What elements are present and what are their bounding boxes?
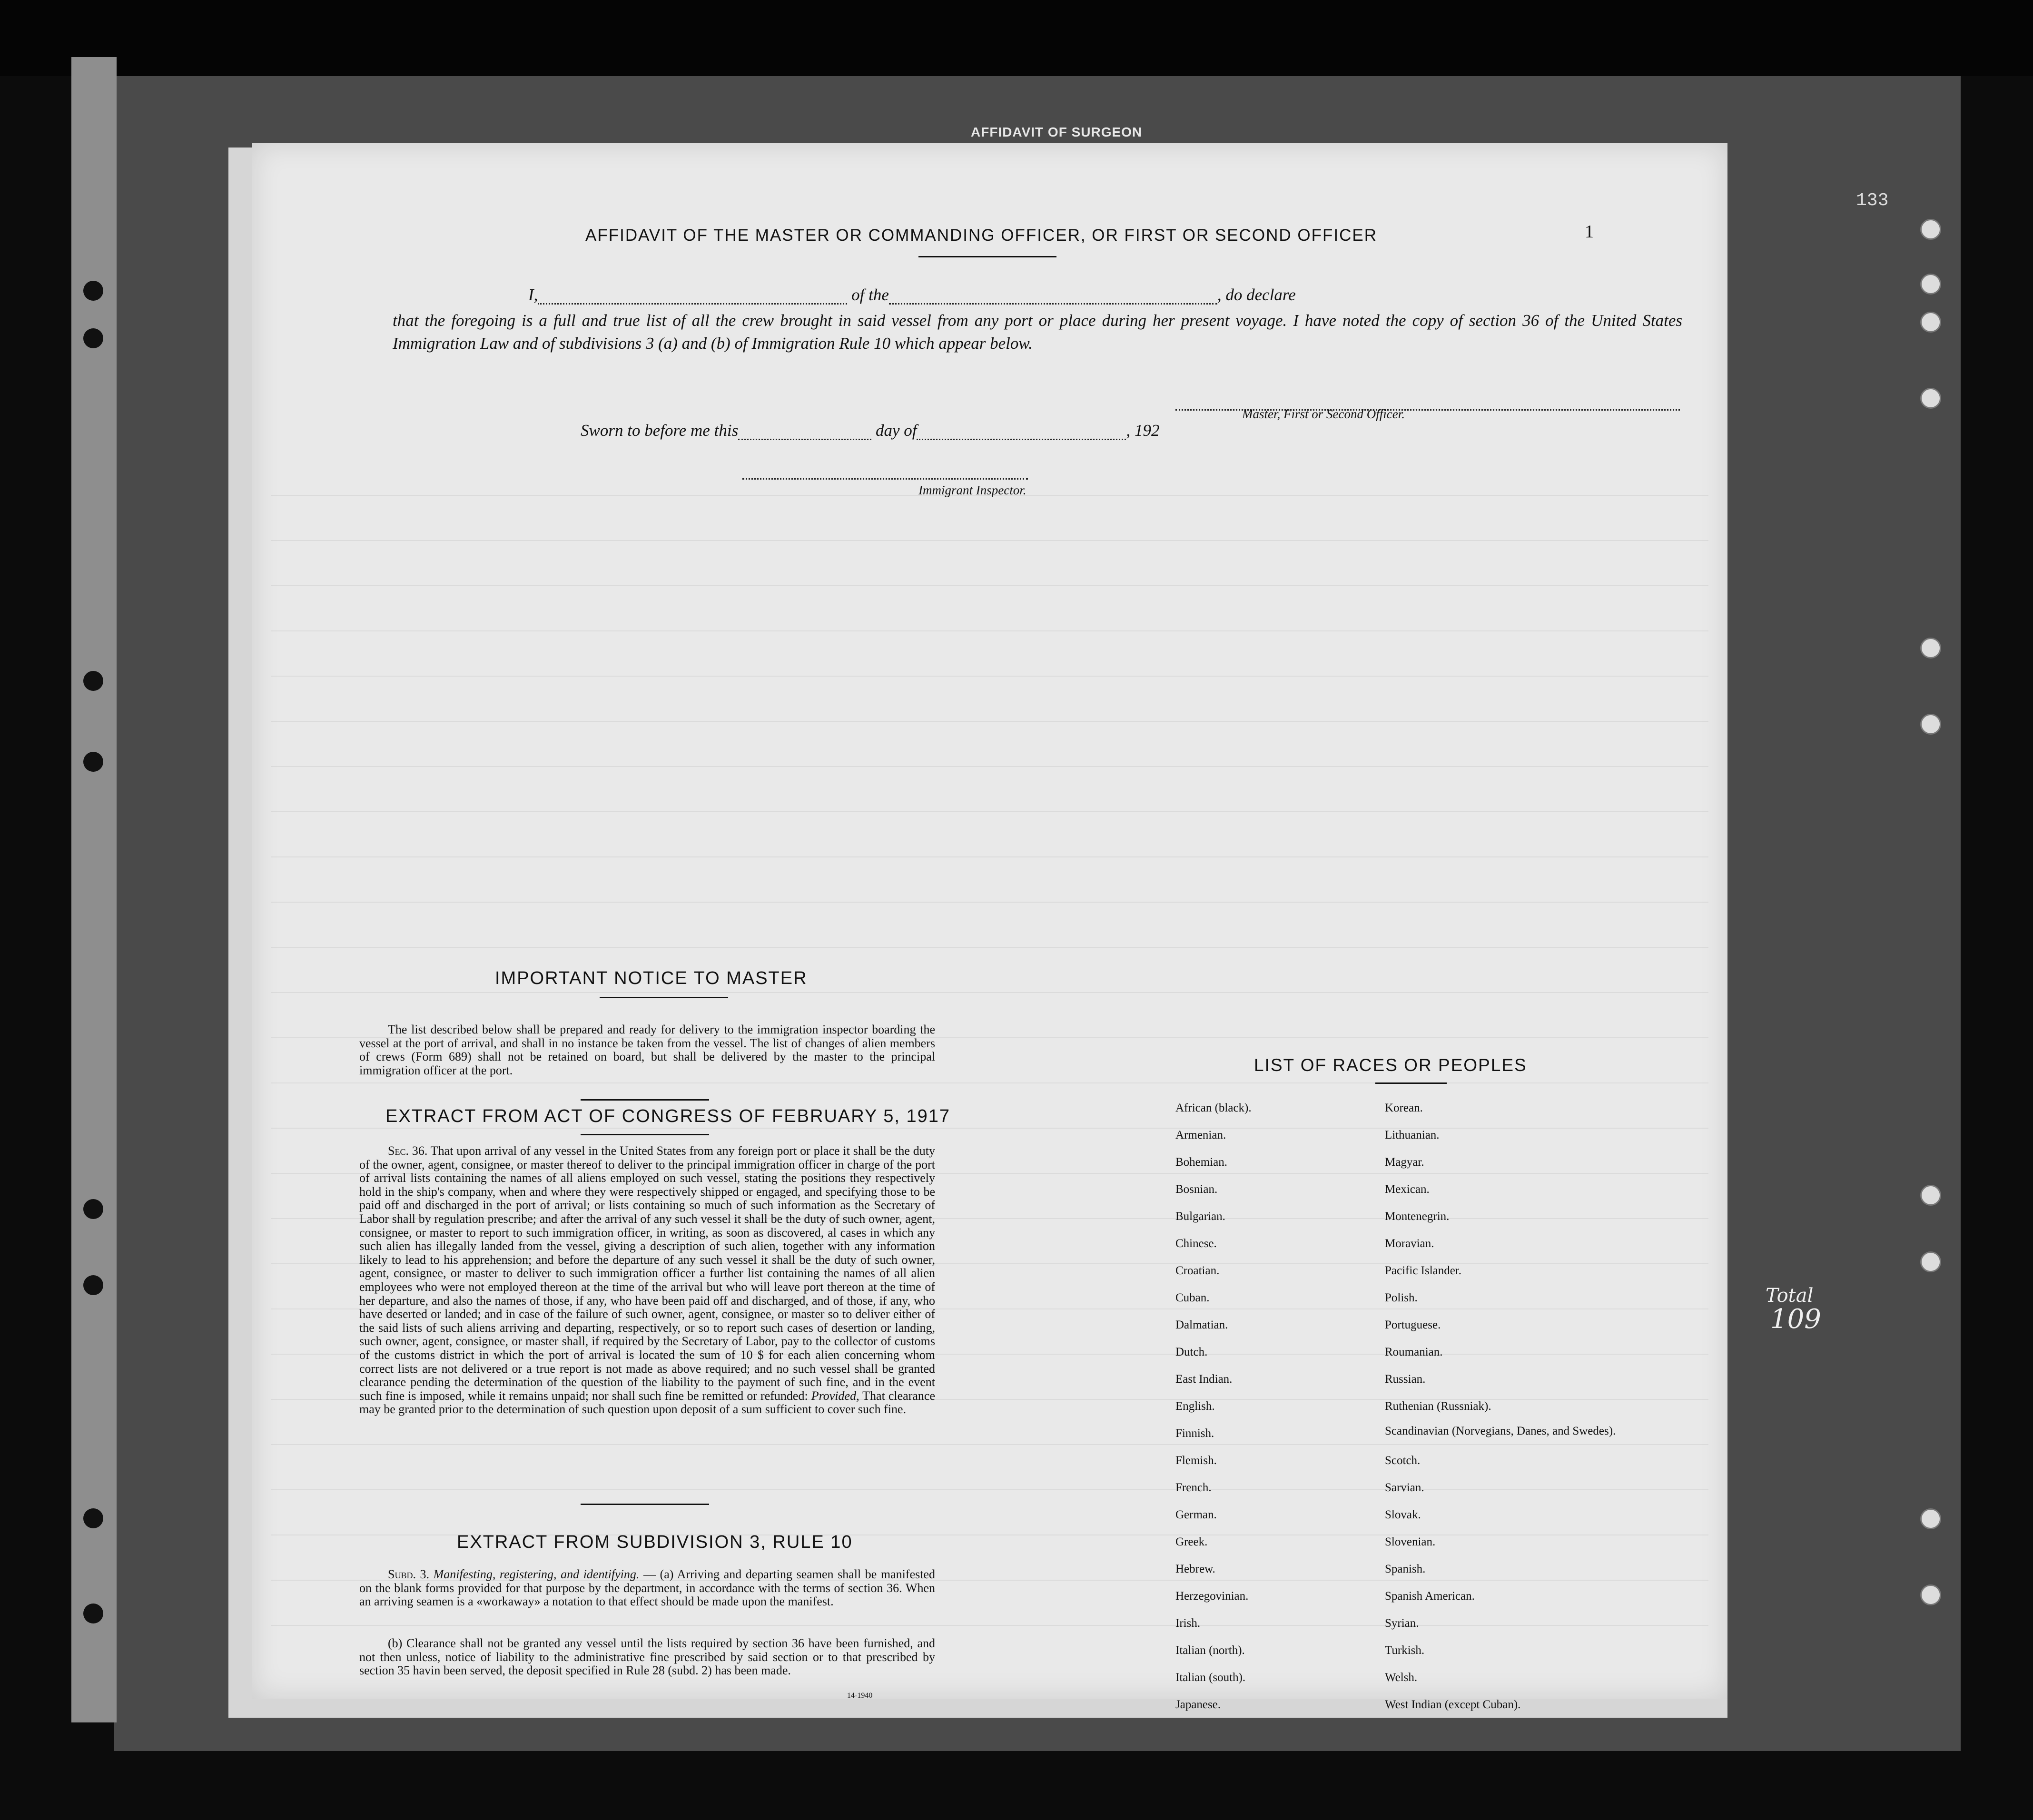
do-declare-label: , do declare xyxy=(1217,285,1296,304)
title-rule xyxy=(918,256,1056,257)
race-item: Russian. xyxy=(1385,1373,1426,1386)
race-item: Sarvian. xyxy=(1385,1481,1424,1494)
punch-hole xyxy=(1920,1185,1941,1206)
vessel-name-field[interactable] xyxy=(889,303,1217,305)
inspector-label: Immigrant Inspector. xyxy=(918,483,1026,497)
bleed-row xyxy=(271,811,1708,812)
race-item: Flemish. xyxy=(1175,1454,1217,1467)
race-item: Cuban. xyxy=(1175,1291,1210,1304)
declarant-prefix: I, xyxy=(528,285,538,304)
race-item: Scandinavian (Norvegians, Danes, and Swedes). xyxy=(1385,1425,1616,1437)
race-item: Spanish. xyxy=(1385,1563,1426,1575)
race-item: Spanish American. xyxy=(1385,1590,1475,1603)
punch-hole xyxy=(1920,1251,1941,1272)
bleed-row xyxy=(271,540,1708,541)
punch-hole xyxy=(1920,1584,1941,1605)
sworn-prefix: Sworn to before me this xyxy=(581,421,739,440)
race-item: Slovenian. xyxy=(1385,1535,1436,1548)
race-item: German. xyxy=(1175,1508,1217,1521)
race-item: Ruthenian (Russniak). xyxy=(1385,1400,1491,1413)
declaration-body: that the foregoing is a full and true list of all the crew brought in said vessel from any port or place during her present voyage. I have noted the copy of section 36 of the United States Immigration Law and of subdivisions 3 (a) and (b) of Immigration Rule 10 which appear below. xyxy=(393,311,1682,353)
race-item: Irish. xyxy=(1175,1617,1201,1630)
notice-rule xyxy=(600,997,728,998)
bleed-row xyxy=(271,766,1708,767)
punch-hole xyxy=(1920,714,1941,735)
race-item: Korean. xyxy=(1385,1102,1423,1114)
act-proviso-word: Provided, xyxy=(811,1388,859,1403)
rule-title: EXTRACT FROM SUBDIVISION 3, RULE 10 xyxy=(457,1532,853,1552)
binding-hole xyxy=(83,671,103,691)
rule-para-b: (b) Clearance shall not be granted any vessel until the lists required by section 36 have been furnished, and not then unless, notice of liability to the administrative fine prescribed by said section or to that prescribed by section 35 havin been served, the deposit specified in Rule 28 (subd. 2) has been made. xyxy=(359,1636,935,1678)
act-title: EXTRACT FROM ACT OF CONGRESS OF FEBRUARY 5, 1917 xyxy=(385,1106,950,1126)
race-item: Finnish. xyxy=(1175,1427,1214,1440)
rule-subd-heading: Manifesting, registering, and identifying. xyxy=(433,1567,640,1581)
race-item: Italian (south). xyxy=(1175,1671,1246,1684)
race-item: Bulgarian. xyxy=(1175,1210,1225,1223)
notice-body: The list described below shall be prepared and ready for delivery to the immigration inspector boarding the vessel at the port of arrival, and shall in no instance be taken from the vessel. The list of changes of alien members of crews (Form 689) shall not be retained on board, but shall be delivered by the master to the principal immigration officer at the port. xyxy=(359,1023,935,1077)
margin-total-label: Total xyxy=(1766,1285,1814,1307)
race-item: Armenian. xyxy=(1175,1129,1226,1141)
punch-hole xyxy=(1920,1508,1941,1529)
film-border xyxy=(0,0,2033,76)
sworn-day-label: day of xyxy=(875,421,917,440)
binding-hole xyxy=(83,1604,103,1623)
race-item: Portuguese. xyxy=(1385,1318,1441,1331)
race-item: Turkish. xyxy=(1385,1644,1425,1657)
rule-para-a xyxy=(359,1568,935,1609)
race-item: Pacific Islander. xyxy=(1385,1264,1462,1277)
affidavit-sheet xyxy=(252,143,1727,1711)
of-the-label: of the xyxy=(851,285,889,304)
rule-para-a-text: — (a) Arriving and departing seamen shall be manifested on the blank forms provided for that purpose by the department, in accordance with the terms of section 36. When an arriving seamen is a «workaway» a notation to that effect should be made upon the manifest. xyxy=(359,1567,935,1609)
bleed-row xyxy=(271,856,1708,857)
race-item: Polish. xyxy=(1385,1291,1418,1304)
binding-hole xyxy=(83,281,103,301)
race-item: Italian (north). xyxy=(1175,1644,1245,1657)
bleed-row xyxy=(271,721,1708,722)
race-item: Moravian. xyxy=(1385,1237,1434,1250)
sworn-line xyxy=(581,421,1159,440)
rule-subd-label: Subd. 3. xyxy=(388,1567,430,1581)
races-left-column xyxy=(1175,1094,1404,1718)
binding-hole xyxy=(83,1275,103,1295)
race-item: Lithuanian. xyxy=(1385,1129,1440,1141)
bleed-row xyxy=(271,992,1708,993)
act-body xyxy=(359,1144,935,1417)
race-item: African (black). xyxy=(1175,1102,1252,1114)
race-item: Bohemian. xyxy=(1175,1156,1228,1169)
act-section-text: That upon arrival of any vessel in the United States from any foreign port or place it shall be the duty of the owner, agent, consignee, or master thereof to deliver to the principal immigration officer in charge of the port of arrival lists containing the names of all aliens employed on such vessel, stating the positions they respectively hold in the ship's company, when and where they were respectively shipped or engaged, and specifying those to be paid off and discharged in the port of arrival; or lists containing so much of such information as the Secretary of Labor shall by regulation prescribe; and after the arrival of any such vessel it shall be the duty of such owner, agent, consignee, or master to report to such immigration officer, in writing, as soon as discovered, al cases in which any such alien has illegally landed from the vessel, giving a description of such alien, together with any information likely to lead to his apprehension; and before the departure of any such vessel it shall be the duty of such owner, agent, consignee, or master to deliver to such immigration officer a further list containing the names of all alien employees who were not employed thereon at the time of the arrival but who will leave port thereon at the time of her departure, and also the names of those, if any, who have been paid off and discharged, and of those, if any, who have deserted or landed; and in case of the failure of such owner, agent, consignee, or master so to deliver either of the said lists of such aliens arriving and departing, respectively, or so to report such cases of desertion or landing, such owner, agent, consignee, or master shall, if required by the Secretary of Labor, pay to the collector of customs of the customs district in which the port of arrival is located the sum of 10 $ for each alien concerning whom correct lists are not delivered or a true report is not made as above required; and no such vessel shall be granted clearance pending the determination of the question of the liability to the payment of such fine, and in the event such fine is imposed, while it remains unpaid; nor shall such fine be remitted or refunded: xyxy=(359,1144,936,1403)
page-number: 1 xyxy=(1585,222,1594,242)
affidavit-title: AFFIDAVIT OF THE MASTER OR COMMANDING OFFICER, OR FIRST OR SECOND OFFICER xyxy=(585,226,1378,245)
bleed-row xyxy=(271,1082,1708,1083)
margin-total-value: 109 xyxy=(1770,1304,1821,1335)
race-item: Herzegovinian. xyxy=(1175,1590,1249,1603)
binding-hole xyxy=(83,1508,103,1528)
notice-title: IMPORTANT NOTICE TO MASTER xyxy=(495,968,808,988)
race-item: French. xyxy=(1175,1481,1212,1494)
declaration-line xyxy=(528,285,1680,305)
race-item: Hebrew. xyxy=(1175,1563,1215,1575)
bleed-row xyxy=(271,947,1708,948)
race-item: English. xyxy=(1175,1400,1215,1413)
punch-hole xyxy=(1920,274,1941,295)
race-item: Dalmatian. xyxy=(1175,1318,1228,1331)
bleed-row xyxy=(271,676,1708,677)
sworn-day-field[interactable] xyxy=(738,439,871,440)
race-item: Dutch. xyxy=(1175,1346,1208,1358)
race-item: Chinese. xyxy=(1175,1237,1217,1250)
race-item: Welsh. xyxy=(1385,1671,1418,1684)
declarant-name-field[interactable] xyxy=(538,303,847,305)
race-item: Montenegrin. xyxy=(1385,1210,1450,1223)
race-item: Slovak. xyxy=(1385,1508,1421,1521)
race-item: Scotch. xyxy=(1385,1454,1421,1467)
races-title: LIST OF RACES OR PEOPLES xyxy=(1254,1055,1527,1075)
surgeon-affidavit-header: AFFIDAVIT OF SURGEON xyxy=(971,125,1143,139)
races-right-column xyxy=(1385,1094,1651,1718)
punch-hole xyxy=(1920,388,1941,409)
race-item: Greek. xyxy=(1175,1535,1208,1548)
binding-hole xyxy=(83,328,103,348)
race-item: West Indian (except Cuban). xyxy=(1385,1698,1521,1711)
master-signature-label: Master, First or Second Officer. xyxy=(1242,407,1405,421)
act-section-label: Sec. 36. xyxy=(388,1144,428,1158)
binding-hole xyxy=(83,752,103,772)
stamp-number: 133 xyxy=(1856,190,1889,211)
bleed-row xyxy=(271,630,1708,631)
left-binding-strip xyxy=(71,57,117,1722)
act-bottom-rule xyxy=(581,1134,709,1135)
sworn-month-field[interactable] xyxy=(917,439,1126,440)
bleed-row xyxy=(271,585,1708,586)
race-item: Mexican. xyxy=(1385,1183,1430,1196)
race-item: Croatian. xyxy=(1175,1264,1220,1277)
rule-top-rule xyxy=(581,1504,709,1505)
punch-hole xyxy=(1920,638,1941,659)
sworn-year-label: , 192 xyxy=(1126,421,1160,440)
races-rule xyxy=(1375,1082,1447,1084)
bleed-row xyxy=(271,902,1708,903)
binding-hole xyxy=(83,1199,103,1219)
form-number: 14-1940 xyxy=(847,1692,873,1700)
inspector-signature-field[interactable] xyxy=(742,471,1028,480)
punch-hole xyxy=(1920,219,1941,240)
race-item: Japanese. xyxy=(1175,1698,1221,1711)
race-item: Magyar. xyxy=(1385,1156,1424,1169)
race-item: Roumanian. xyxy=(1385,1346,1443,1358)
act-top-rule xyxy=(581,1099,709,1101)
act-proviso-text: That clearance may be granted prior to the determination of such question upon deposit of a sum sufficient to cover such fine. xyxy=(359,1388,935,1417)
race-item: Syrian. xyxy=(1385,1617,1419,1630)
punch-hole xyxy=(1920,312,1941,333)
race-item: Bosnian. xyxy=(1175,1183,1218,1196)
race-item: East Indian. xyxy=(1175,1373,1233,1386)
